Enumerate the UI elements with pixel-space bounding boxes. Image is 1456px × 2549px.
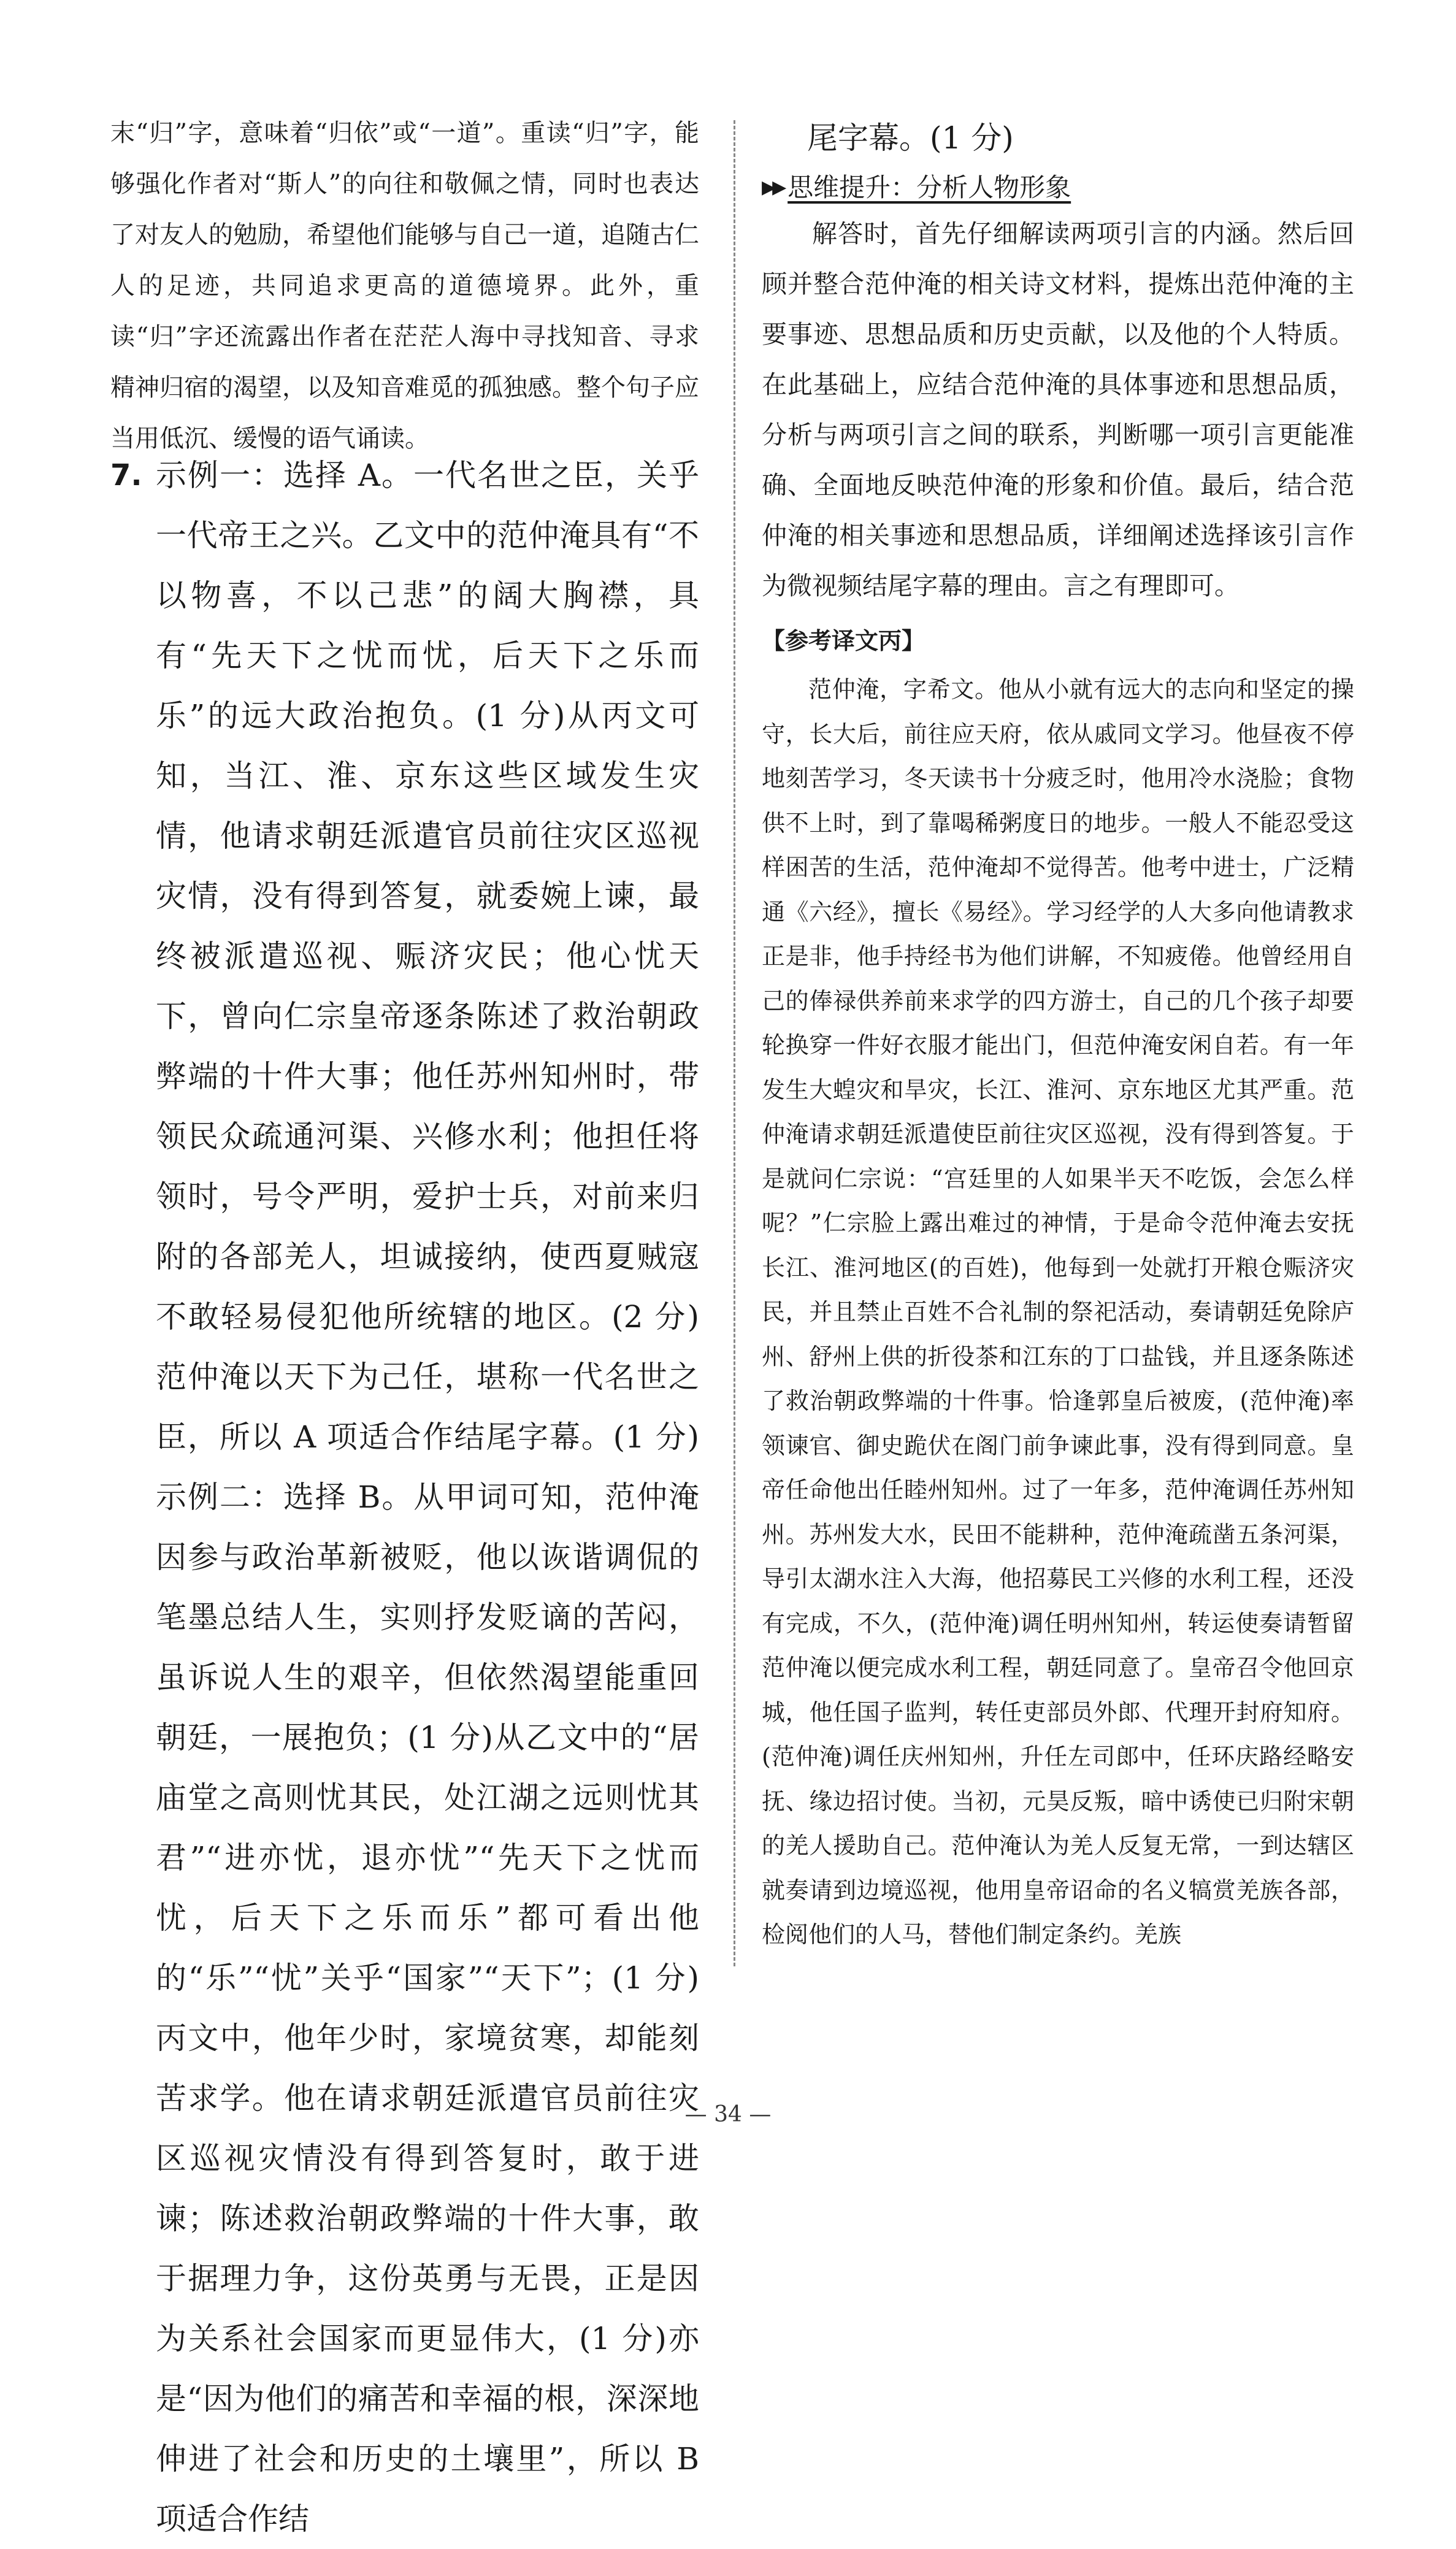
column-divider <box>734 120 735 1966</box>
item-7-tail-text: 尾字幕。(1 分) <box>807 120 1014 156</box>
reference-translation-text: 范仲淹，字希文。他从小就有远大的志向和坚定的操守，长大后，前往应天府，依从戚同文学习。他昼夜不停地刻苦学习，冬天读书十分疲乏时，他用冷水浇脸；食物供不上时，到了靠喝稀粥度日的地步。一般人不能忍受这样困苦的生活，范仲淹却不觉得苦。他考中进士，广泛精通《六经》，擅长《易经》。学习经学的人大多向他请教求正是非，他手持经书为他们讲解，不知疲倦。他曾经用自己的俸禄供养前来求学的四方游士，自己的几个孩子却要轮换穿一件好衣服才能出门，但范仲淹安闲自若。有一年发生大蝗灾和旱灾，长江、淮河、京东地区尤其严重。范仲淹请求朝廷派遣使臣前往灾区巡视，没有得到答复。于是就问仁宗说：“宫廷里的人如果半天不吃饭，会怎么样呢？”仁宗脸上露出难过的神情，于是命令范仲淹去安抚长江、淮河地区(的百姓)，他每到一处就打开粮仓赈济灾民，并且禁止百姓不合礼制的祭祀活动，奏请朝廷免除庐州、舒州上供的折役茶和江东的丁口盐钱，并且逐条陈述了救治朝政弊端的十件事。恰逢郭皇后被废，(范仲淹)率领谏官、御史跪伏在阁门前争谏此事，没有得到同意。皇帝任命他出任睦州知州。过了一年多，范仲淹调任苏州知州。苏州发大水，民田不能耕种，范仲淹疏凿五条河渠，导引太湖水注入大海，他招募民工兴修的水利工程，还没有完成，不久，(范仲淹)调任明州知州，转运使奏请暂留范仲淹以便完成水利工程，朝廷同意了。皇帝召令他回京城，他任国子监判，转任吏部员外郎、代理开封府知府。(范仲淹)调任庆州知州，升任左司郎中，任环庆路经略安抚、缘边招讨使。当初，元昊反叛，暗中诱使已归附宋朝的羌人援助自己。范仲淹认为羌人反复无常，一到达辖区就奏请到边境巡视，他用皇帝诏命的名义犒赏羌族各部，检阅他们的人马，替他们制定条约。羌族 <box>762 676 1354 1948</box>
answer-6-continuation: 末“归”字，意味着“归依”或“一道”。重读“归”字，能够强化作者对“斯人”的向往和敬佩之情，同时也表达了对友人的勉励，希望他们能够与自己一道，追随古仁人的足迹，共同追求更高的道德境界。此外，重读“归”字还流露出作者在茫茫人海中寻找知音、寻求精神归宿的渴望，以及知音难觅的孤独感。整个句子应当用低沉、缓慢的语气诵读。 <box>110 119 699 453</box>
page-number: — 34 — <box>684 2102 772 2127</box>
reference-translation-title: 【参考译文丙】 <box>762 627 925 654</box>
section-title: 思维提升：分析人物形象 <box>787 172 1071 202</box>
item-7-text: 示例一：选择 A。一代名世之臣，关乎一代帝王之兴。乙文中的范仲淹具有“不以物喜，不以己悲”的阔大胸襟，具有“先天下之忧而忧，后天下之乐而乐”的远大政治抱负。(1 分)从丙文可知，当江、淮、京东这些区域发生灾情，他请求朝廷派遣官员前往灾区巡视灾情，没有得到答复，就委婉上谏，最终被派遣巡视、赈济灾民；他心忧天下，曾向仁宗皇帝逐条陈述了救治朝政弊端的十件大事；他任苏州知州时，带领民众疏通河渠、兴修水利；他担任将领时，号令严明，爱护士兵，对前来归附的各部羌人，坦诚接纳，使西夏贼寇不敢轻易侵犯他所统辖的地区。(2 分)范仲淹以天下为己任，堪称一代名世之臣，所以 A 项适合作结尾字幕。(1 分) 示例二：选择 B。从甲词可知，范仲淹因参与政治革新被贬，他以诙谐调侃的笔墨总结人生，实则抒发贬谪的苦闷，虽诉说人生的艰辛，但依然渴望能重回朝廷，一展抱负；(1 分)从乙文中的“居庙堂之高则忧其民，处江湖之远则忧其君”“进亦忧，退亦忧”“先天下之忧而忧，后天下之乐而乐”都可看出他的“乐”“忧”关乎“国家”“天下”；(1 分)丙文中，他年少时，家境贫寒，却能刻苦求学。他在请求朝廷派遣官员前往灾区巡视灾情没有得到答复时，敢于进谏；陈述救治朝政弊端的十件大事，敢于据理力争，这份英勇与无畏，正是因为关系社会国家而更显伟大，(1 分)亦是“因为他们的痛苦和幸福的根，深深地伸进了社会和历史的土壤里”，所以 B 项适合作结 <box>156 458 730 2537</box>
arrow-icon: ▶▶ <box>762 177 783 198</box>
right-column <box>762 0 1354 2158</box>
section-heading <box>762 169 1071 206</box>
analysis-paragraph: 解答时，首先仔细解读两项引言的内涵。然后回顾并整合范仲淹的相关诗文材料，提炼出范仲淹的主要事迹、思想品质和历史贡献，以及他的个人特质。在此基础上，应结合范仲淹的具体事迹和思想品质，分析与两项引言之间的联系，判断哪一项引言更能准确、全面地反映范仲淹的形象和价值。最后，结合范仲淹的相关事迹和思想品质，详细阐述选择该引言作为微视频结尾字幕的理由。言之有理即可。 <box>762 219 1354 600</box>
item-number: 7. <box>110 458 142 493</box>
